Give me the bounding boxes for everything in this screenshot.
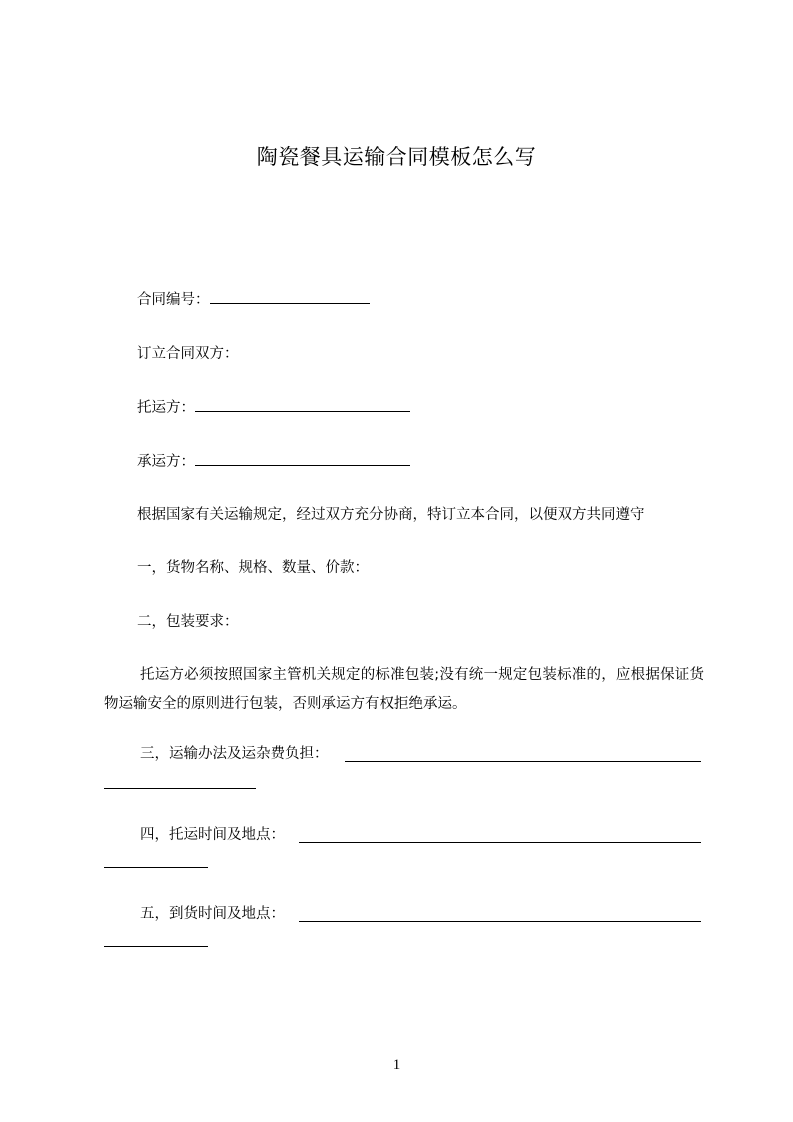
clause-2-heading: 二，包装要求： xyxy=(137,614,239,630)
clause-3-heading: 三，运输办法及运杂费负担： xyxy=(140,746,329,762)
preamble-line xyxy=(137,504,645,526)
contract-number-line xyxy=(137,289,370,311)
parties-line xyxy=(137,343,239,365)
parties-label: 订立合同双方： xyxy=(137,346,239,362)
clause-3-blank-continued[interactable] xyxy=(104,788,256,789)
clause-1-heading: 一，货物名称、规格、数量、价款： xyxy=(137,560,369,576)
clause-4-blank[interactable] xyxy=(299,842,701,843)
clause-3-line xyxy=(140,743,329,765)
contract-number-label: 合同编号： xyxy=(137,292,210,308)
carrier-blank[interactable] xyxy=(195,451,410,466)
clause-5-heading: 五，到货时间及地点： xyxy=(140,906,285,922)
preamble-text: 根据国家有关运输规定，经过双方充分协商，特订立本合同，以便双方共同遵守 xyxy=(137,507,645,523)
clause-4-blank-continued[interactable] xyxy=(104,867,208,868)
carrier-label: 承运方： xyxy=(137,454,195,470)
contract-number-blank[interactable] xyxy=(210,289,370,304)
clause-5-blank-continued[interactable] xyxy=(104,946,208,947)
shipper-line xyxy=(137,397,410,419)
shipper-label: 托运方： xyxy=(137,400,195,416)
shipper-blank[interactable] xyxy=(195,397,410,412)
clause-2-line xyxy=(137,611,239,633)
carrier-line xyxy=(137,451,410,473)
page-number: 1 xyxy=(392,1057,401,1073)
clause-2-body: 托运方必须按照国家主管机关规定的标准包装;没有统一规定包装标准的，应根据保证货物运输安全的原则进行包装，否则承运方有权拒绝承运。 xyxy=(104,667,704,712)
clause-3-blank[interactable] xyxy=(345,761,701,762)
clause-4-line xyxy=(140,824,285,846)
clause-5-blank[interactable] xyxy=(299,921,701,922)
clause-4-heading: 四，托运时间及地点： xyxy=(140,827,285,843)
document-title: 陶瓷餐具运输合同模板怎么写 xyxy=(256,145,537,169)
clause-5-line xyxy=(140,903,285,925)
clause-1-line xyxy=(137,557,369,579)
